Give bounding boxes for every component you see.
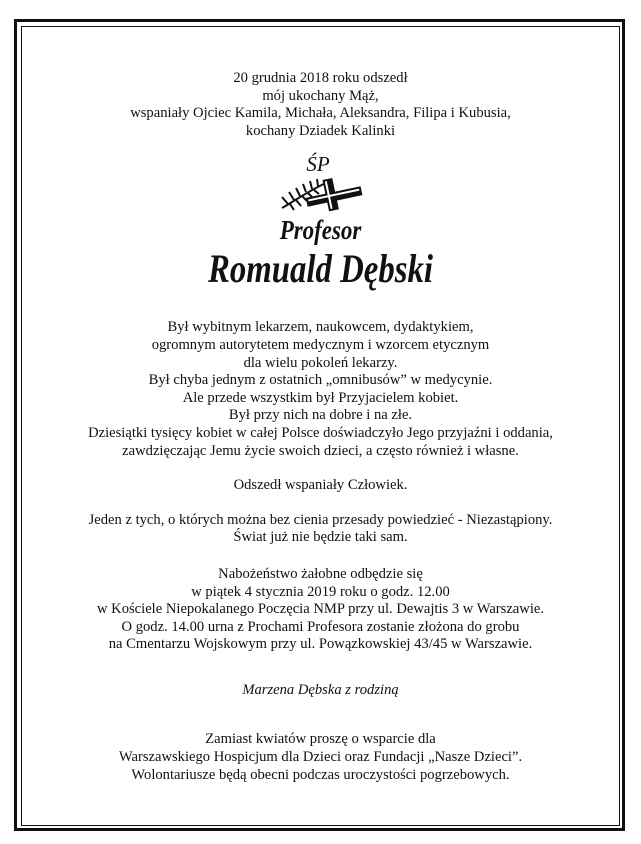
biography-line: Był wybitnym lekarzem, naukowcem, dydaktykiem, xyxy=(167,319,474,336)
irreplaceable-line: Jeden z tych, o których można bez cienia przesady powiedzieć - Niezastąpiony. xyxy=(88,511,553,528)
memorial-emblem xyxy=(28,154,613,212)
irreplaceable-line: Świat już nie będzie taki sam. xyxy=(233,529,408,546)
biography-line: zawdzięczając Jemu życie swoich dzieci, a często również i własne. xyxy=(122,442,519,459)
announcement-block xyxy=(28,70,613,140)
irreplaceable-block xyxy=(28,512,613,547)
sp-abbreviation: ŚP xyxy=(306,152,330,177)
tribute-line: Odszedł wspaniały Człowiek. xyxy=(233,477,408,494)
donation-block xyxy=(28,731,613,784)
biography-line: ogromnym autorytetem medycznym i wzorcem etycznym xyxy=(151,336,490,353)
biography-line: Ale przede wszystkim był Przyjacielem kobiet. xyxy=(182,389,459,406)
announcement-line: 20 grudnia 2018 roku odszedł xyxy=(233,70,408,86)
biography-line: Był przy nich na dobre i na złe. xyxy=(228,407,413,424)
signature-block xyxy=(28,682,613,700)
announcement-line: kochany Dziadek Kalinki xyxy=(245,122,396,139)
service-line: w Kościele Niepokalanego Poczęcia NMP przy ul. Dewajtis 3 w Warszawie. xyxy=(96,601,545,618)
service-line: Nabożeństwo żałobne odbędzie się xyxy=(218,565,423,582)
service-line: O godz. 14.00 urna z Prochami Profesora zostanie złożona do grobu xyxy=(121,618,520,635)
donation-line: Zamiast kwiatów proszę o wsparcie dla xyxy=(205,731,436,748)
funeral-service-block xyxy=(28,566,613,654)
donation-line: Wolontariusze będą obecni podczas uroczystości pogrzebowych. xyxy=(131,766,510,783)
deceased-name: Romuald Dębski xyxy=(207,246,434,292)
biography-line: dla wielu pokoleń lekarzy. xyxy=(243,354,398,371)
service-line: na Cmentarzu Wojskowym przy ul. Powązkowskiej 43/45 w Warszawie. xyxy=(108,636,533,653)
cross-palm-icon xyxy=(276,174,366,212)
signature: Marzena Dębska z rodziną xyxy=(242,681,399,698)
biography-line: Był chyba jednym z ostatnich „omnibusów” w medycynie. xyxy=(148,372,493,389)
announcement-line: wspaniały Ojciec Kamila, Michała, Aleksandra, Filipa i Kubusia, xyxy=(130,105,511,122)
biography-block xyxy=(28,319,613,460)
tribute-block xyxy=(28,477,613,495)
biography-line: Dziesiątki tysięcy kobiet w całej Polsce doświadczyło Jego przyjaźni i oddania, xyxy=(88,424,553,441)
donation-line: Warszawskiego Hospicjum dla Dzieci oraz Fundacji „Nasze Dzieci”. xyxy=(118,749,523,766)
obituary-content xyxy=(28,70,613,784)
announcement-line: mój ukochany Mąż, xyxy=(262,87,379,104)
deceased-title: Profesor xyxy=(279,215,362,246)
service-line: w piątek 4 stycznia 2019 roku o godz. 12.00 xyxy=(191,583,450,600)
